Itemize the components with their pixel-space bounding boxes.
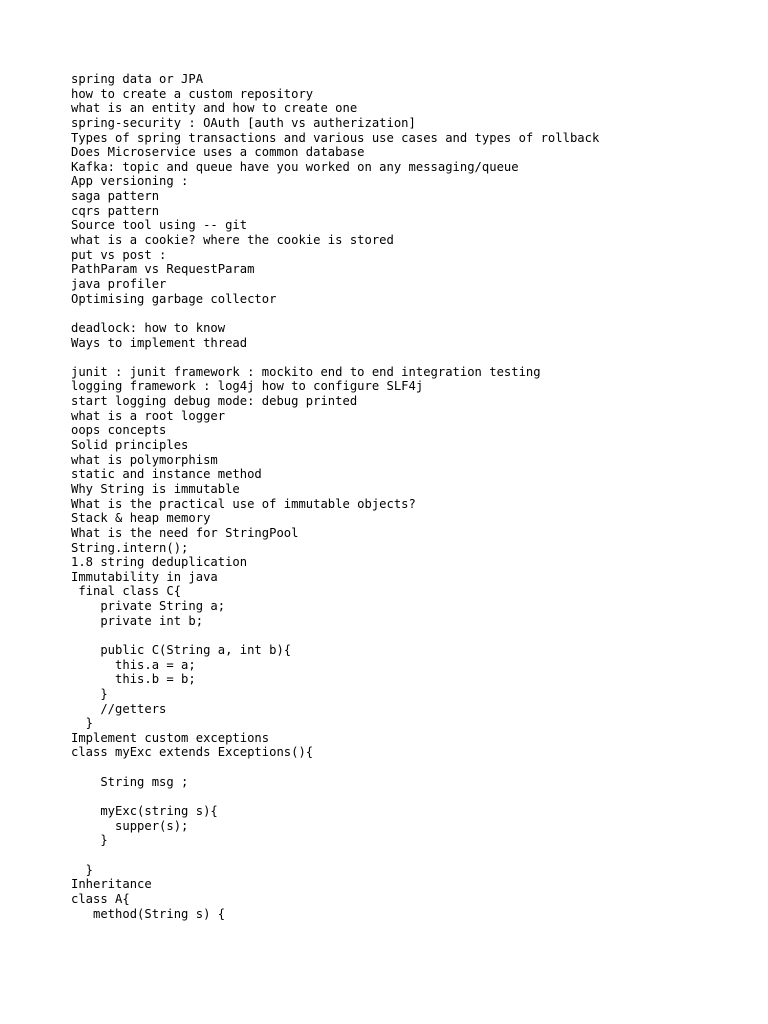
text-line: java profiler <box>71 276 167 291</box>
code-line: this.a = a; <box>71 657 196 672</box>
code-line: myExc(string s){ <box>71 804 218 819</box>
blank-line <box>71 306 751 321</box>
text-line: how to create a custom repository <box>71 86 314 101</box>
text-line: What is the practical use of immutable objects? <box>71 496 416 511</box>
code-line: String msg ; <box>71 774 189 789</box>
text-line: Why String is immutable <box>71 481 240 496</box>
text-line: String.intern(); <box>71 540 189 555</box>
text-line: Inheritance <box>71 877 152 892</box>
blank-line <box>71 848 751 863</box>
code-line: supper(s); <box>71 818 189 833</box>
code-line: //getters <box>71 701 167 716</box>
code-line: private int b; <box>71 613 204 628</box>
text-line: oops concepts <box>71 423 167 438</box>
text-line: PathParam vs RequestParam <box>71 262 255 277</box>
text-line: spring-security : OAuth [auth vs autherization] <box>71 115 416 130</box>
code-line: final class C{ <box>71 584 182 599</box>
text-line: logging framework : log4j how to configure SLF4j <box>71 379 424 394</box>
text-line: Source tool using -- git <box>71 218 248 233</box>
text-line: App versioning : <box>71 174 189 189</box>
code-line: } <box>71 716 94 731</box>
text-line: start logging debug mode: debug printed <box>71 394 358 409</box>
text-line: Immutability in java <box>71 569 218 584</box>
text-line: Stack & heap memory <box>71 511 211 526</box>
text-line: What is the need for StringPool <box>71 525 299 540</box>
blank-line <box>71 760 751 775</box>
text-line: saga pattern <box>71 189 160 204</box>
text-line: deadlock: how to know <box>71 320 226 335</box>
text-line: what is a root logger <box>71 408 226 423</box>
text-line: static and instance method <box>71 467 262 482</box>
blank-line <box>71 350 751 365</box>
blank-line <box>71 628 751 643</box>
code-line: } <box>71 686 108 701</box>
text-line: what is polymorphism <box>71 452 218 467</box>
blank-line <box>71 789 751 804</box>
text-line: Does Microservice uses a common database <box>71 145 365 160</box>
text-line: Types of spring transactions and various use cases and types of rollback <box>71 130 600 145</box>
text-line: 1.8 string deduplication <box>71 555 248 570</box>
text-line: junit : junit framework : mockito end to end integration testing <box>71 364 541 379</box>
text-line: Kafka: topic and queue have you worked on any messaging/queue <box>71 159 519 174</box>
text-line: what is a cookie? where the cookie is stored <box>71 233 394 248</box>
code-line: public C(String a, int b){ <box>71 642 292 657</box>
text-line: Implement custom exceptions <box>71 730 270 745</box>
code-line: class A{ <box>71 891 130 906</box>
text-line: put vs post : <box>71 247 167 262</box>
text-line: spring data or JPA <box>71 72 204 86</box>
code-line: method(String s) { <box>71 906 226 921</box>
document-page <box>71 72 751 921</box>
text-line: Optimising garbage collector <box>71 291 277 306</box>
text-line: what is an entity and how to create one <box>71 101 358 116</box>
code-line: } <box>71 862 94 877</box>
text-line: Ways to implement thread <box>71 335 248 350</box>
text-line: cqrs pattern <box>71 203 160 218</box>
text-line: Solid principles <box>71 438 189 453</box>
code-line: class myExc extends Exceptions(){ <box>71 745 314 760</box>
code-line: private String a; <box>71 599 226 614</box>
code-line: this.b = b; <box>71 672 196 687</box>
code-line: } <box>71 833 108 848</box>
